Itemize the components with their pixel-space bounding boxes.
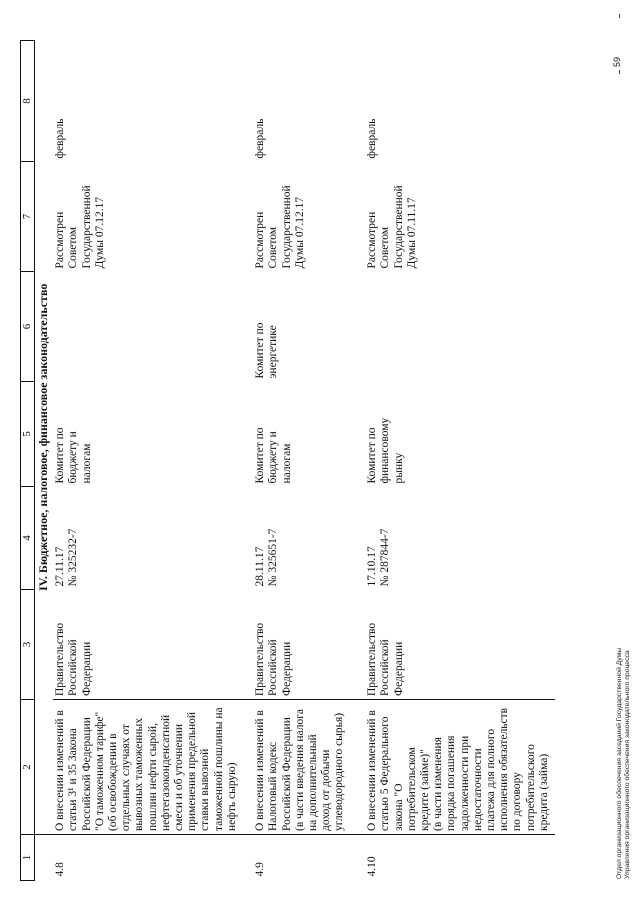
registration-line: 28.11.17 xyxy=(254,546,267,587)
column-number: 3 xyxy=(21,590,35,700)
bill-author xyxy=(365,590,555,700)
responsible-committee-line: налогам xyxy=(280,443,293,484)
margin-mark xyxy=(619,70,620,74)
co-committee xyxy=(365,272,555,382)
responsible-committee-line: Комитет по xyxy=(366,427,379,484)
bill-title-line: на дополнительный xyxy=(307,734,320,831)
bill-title-line: недостаточности xyxy=(471,748,484,831)
month: февраль xyxy=(54,118,67,159)
month: февраль xyxy=(366,118,379,159)
bill-title xyxy=(53,700,253,835)
responsible-committee-line: Комитет по бюджету и xyxy=(254,427,280,484)
status-line: Государственной xyxy=(392,185,405,269)
bill-title-line: углеводородного сырья) xyxy=(333,712,346,831)
registration xyxy=(53,487,253,590)
bill-title-line: статью 5 Федерального xyxy=(379,716,392,831)
bill-author-line: Правительство xyxy=(366,622,379,696)
status-line: Государственной xyxy=(80,185,93,269)
bill-author-line: Правительство xyxy=(254,622,267,696)
responsible-committee xyxy=(253,382,365,487)
margin-mark xyxy=(619,14,620,18)
bill-title-line: порядка погашения xyxy=(445,735,458,831)
bill-author xyxy=(53,590,253,700)
bill-title-line: потребительского xyxy=(524,744,537,831)
bill-title xyxy=(253,700,365,835)
bill-title-line: статьи 3¹ и 35 Закона xyxy=(67,728,80,831)
bill-title-line: О внесении изменений в xyxy=(366,710,379,831)
bill-author-line: Российской Федерации xyxy=(379,639,405,696)
bill-title-line: исполнения обязательств xyxy=(498,707,511,831)
bill-title-line: отдельных случаях от xyxy=(120,724,133,831)
co-committee xyxy=(53,272,253,382)
registration-line: № 325232-7 xyxy=(67,528,80,587)
status-line: Рассмотрен xyxy=(366,211,379,269)
responsible-committee-line: финансовому рынку xyxy=(379,417,405,484)
column-number: 1 xyxy=(21,835,35,881)
co-committee xyxy=(253,272,365,382)
bill-author xyxy=(253,590,365,700)
column-number: 4 xyxy=(21,487,35,590)
bill-title-line: Налоговый кодекс xyxy=(267,741,280,831)
registration-line: 17.10.17 xyxy=(366,546,379,587)
bill-title-line: по договору xyxy=(511,771,524,831)
bill-title-line: доход от добычи xyxy=(320,749,333,831)
bill-title-line: закона "О xyxy=(392,783,405,831)
section-row xyxy=(35,41,54,881)
bill-title-line: Российской Федерации xyxy=(280,717,293,831)
bill-title-line: "О таможенном тарифе" xyxy=(93,711,106,831)
bill-title-line: (об освобождении в xyxy=(107,733,120,831)
status-line: Советом xyxy=(267,226,280,269)
column-number: 5 xyxy=(21,382,35,487)
column-number: 2 xyxy=(21,700,35,835)
footer-line: Отдел организационного обеспечения заседаний Государственной Думы xyxy=(616,647,623,879)
bill-title-line: платежа для полного xyxy=(485,728,498,831)
section-title: IV. Бюджетное, налоговое, финансовое законодательство xyxy=(36,283,50,591)
responsible-committee-line: налогам xyxy=(80,443,93,484)
registration-line: № 325651-7 xyxy=(267,528,280,587)
bill-author-line: Правительство xyxy=(54,622,67,696)
bill-title-line: потребительском xyxy=(405,747,418,831)
status xyxy=(253,162,365,272)
registration xyxy=(253,487,365,590)
bill-title-line: вывозных таможенных xyxy=(133,717,146,831)
column-number: 6 xyxy=(21,272,35,382)
status-line: Думы 07.12.17 xyxy=(93,196,106,269)
status-line: Советом xyxy=(67,226,80,269)
responsible-committee xyxy=(53,382,253,487)
page-number: 59 xyxy=(612,56,622,67)
table-row xyxy=(253,41,365,881)
status-line: Государственной xyxy=(280,185,293,269)
row-number: 4.8 xyxy=(53,835,253,881)
bills-table xyxy=(20,40,555,881)
responsible-committee-line: Комитет по бюджету и xyxy=(54,427,80,484)
section-spacer xyxy=(35,835,54,881)
bill-title-line: применения предельной xyxy=(186,711,199,831)
registration-line: № 287844-7 xyxy=(379,528,392,587)
bill-title-line: кредита (займа) xyxy=(537,753,550,831)
bill-title-line: задолженности при xyxy=(458,735,471,831)
table-row xyxy=(53,41,253,881)
footer xyxy=(616,179,633,879)
status-line: Думы 07.12.17 xyxy=(293,196,306,269)
bill-title-line: ставки вывозной xyxy=(199,748,212,831)
row-number: 4.10 xyxy=(365,835,555,881)
bill-author-line: Российской Федерации xyxy=(67,639,93,696)
bill-title-line: О внесении изменений в xyxy=(254,710,267,831)
status xyxy=(365,162,555,272)
registration-line: 27.11.17 xyxy=(54,546,67,587)
registration xyxy=(365,487,555,590)
bill-title-line: Российской Федерации xyxy=(80,717,93,831)
bill-title-line: таможенной пошлины на xyxy=(212,707,225,831)
bill-title-line: (в части введения налога xyxy=(293,708,306,831)
footer-line: Управления организационного обеспечения законодательного процесса xyxy=(624,650,632,879)
co-committee-line: Комитет по энергетике xyxy=(254,322,280,379)
row-number: 4.9 xyxy=(253,835,365,881)
status-line: Советом xyxy=(379,226,392,269)
status xyxy=(53,162,253,272)
bill-title-line: (в части изменения xyxy=(432,737,445,831)
bill-title-line: нефтегазоконденсатной xyxy=(159,714,172,831)
table-row xyxy=(365,41,555,881)
column-number: 8 xyxy=(21,41,35,162)
bill-author-line: Российской Федерации xyxy=(267,639,293,696)
status-line: Рассмотрен xyxy=(54,211,67,269)
column-number: 7 xyxy=(21,162,35,272)
responsible-committee xyxy=(365,382,555,487)
header-number-row xyxy=(21,41,35,881)
status-line: Думы 07.11.17 xyxy=(405,197,418,269)
bill-title xyxy=(365,700,555,835)
status-line: Рассмотрен xyxy=(254,211,267,269)
bill-title-line: смеси и об уточнении xyxy=(173,724,186,831)
bill-title-line: нефть сырую) xyxy=(225,762,238,831)
bill-title-line: кредите (займе)" xyxy=(419,749,432,831)
month: февраль xyxy=(254,118,267,159)
bill-title-line: пошлин нефти сырой, xyxy=(146,723,159,831)
bill-title-line: О внесении изменений в xyxy=(54,710,67,831)
